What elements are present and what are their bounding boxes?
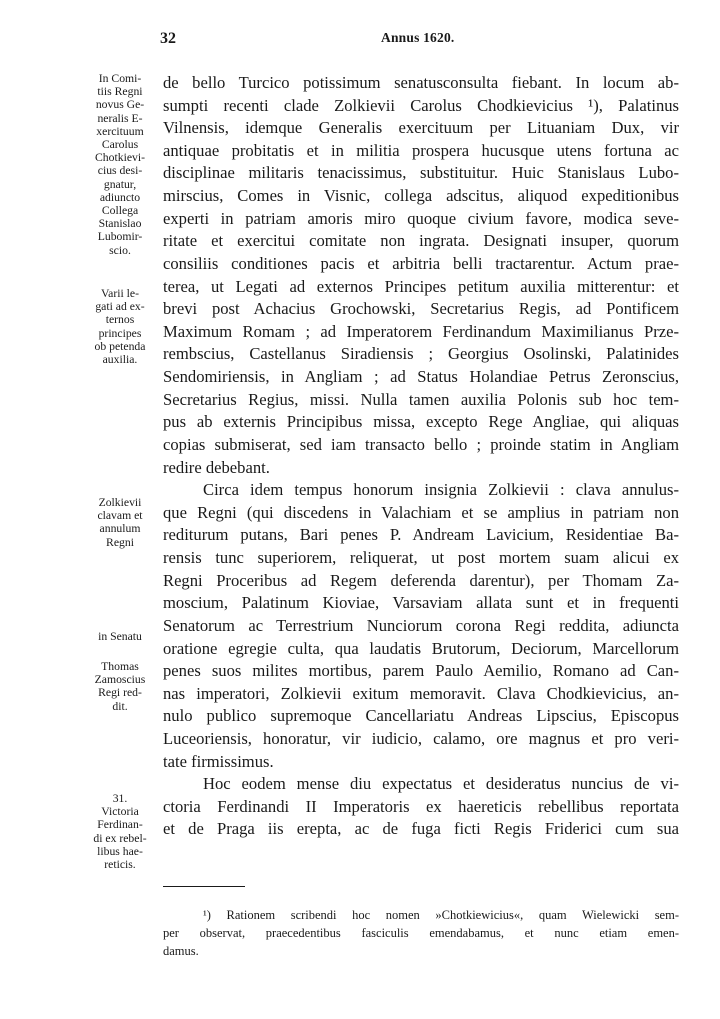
margin-note-line: Thomas <box>101 660 139 673</box>
margin-note-line: Regi red- <box>98 686 142 700</box>
body-line: de bello Turcico potissimum senatusconsulta fiebant. In locum ab- <box>163 73 679 92</box>
body-line: rensis tunc superiorem, reliquerat, ut post mortem suam alicui ex <box>163 548 679 568</box>
body-line: antiquae probitatis et in militia prospera hucusque utens fortuna ac <box>163 140 679 160</box>
body-line: disciplinae militaris tenacissimus, substituitur. Huic Stanislaus Lubo- <box>163 163 679 183</box>
body-line: ritate et exercitui comitate non ingrata. Designati insuper, quorum <box>163 231 679 251</box>
margin-note-line: Ferdinan- <box>97 818 143 832</box>
margin-note-line: Regni <box>106 535 134 549</box>
body-line: Sendomiriensis, in Angliam ; ad Status Holandiae Petrus Zeronscius, <box>163 367 679 387</box>
body-line: nulo publico supremoque Cancellariatu Andreas Lipscius, Episcopus <box>163 706 679 726</box>
body-line: penes suos milites mortibus, parem Paulo Aemilio, Romano ad Can- <box>163 661 679 681</box>
body-line: oratione egregie culta, qua laudatis Brutorum, Deciorum, Marcellorum <box>163 638 679 658</box>
margin-note-line: cius desi- <box>97 164 143 178</box>
margin-note <box>82 72 158 257</box>
margin-note-line: tiis Regni <box>97 85 143 99</box>
footnote-rule <box>163 886 245 887</box>
margin-note-line: Zolkievii <box>98 496 142 509</box>
body-line: experti in patriam amoris miro quoque civium favore, modica seve- <box>163 208 679 228</box>
footnote-line: ¹) Rationem scribendi hoc nomen »Chotkiewicius«, quam Wielewicki sem- <box>203 908 679 922</box>
margin-note-line: Varii le- <box>101 287 139 300</box>
margin-note-line: ob petenda <box>94 339 146 353</box>
body-line: et de Praga iis erepta, ac de fuga ficti Regis Friderici cum sua <box>163 819 679 839</box>
body-line: copias submiserat, sed iam transacto bello ; proinde statim in Angliam <box>163 434 679 454</box>
running-header-year: Annus 1620. <box>381 30 455 45</box>
body-line: que Regni (qui discedens in Valachiam et se amplius in patriam non <box>163 502 679 522</box>
margin-note-line: Chotkievi- <box>95 151 145 165</box>
body-line: sumpti recenti clade Zolkievii Carolus Chodkievicius ¹), Palatinus <box>163 95 679 115</box>
margin-note-line: Collega <box>101 204 139 218</box>
margin-note-line: reticis. <box>104 858 136 872</box>
margin-note-line: principes <box>98 326 142 340</box>
body-line: rembscius, Castellanus Siradiensis ; Georgius Osolinski, Palatinides <box>163 344 679 364</box>
body-line: Maximum Romam ; ad Imperatorem Ferdinandum Maximilianus Prze- <box>163 321 679 341</box>
body-line: redire debebant. <box>163 457 270 477</box>
margin-note-line: dit. <box>112 699 128 713</box>
margin-note <box>82 287 158 366</box>
margin-note-line: Carolus <box>101 138 139 152</box>
margin-note-line: Lubomir- <box>97 230 143 244</box>
margin-note <box>82 630 158 643</box>
margin-note-line: novus Ge- <box>95 98 145 112</box>
margin-note-line: xercituum <box>96 124 144 138</box>
margin-note-line: In Comi- <box>98 72 142 85</box>
body-line: Luceoriensis, honoratur, vir iudicio, calamo, ore magnus et pro veri- <box>163 728 679 748</box>
margin-note-line: Stanislao <box>98 217 142 231</box>
body-line: consiliis conditiones pacis et arbitria belli tractarentur. Actum prae- <box>163 253 679 273</box>
margin-note-line: annulum <box>99 522 141 536</box>
margin-note-line: auxilia. <box>102 353 138 367</box>
margin-note-line: ternos <box>105 313 135 327</box>
footnote-line: per observat, praecedentibus fasciculis emendabamus, et nunc etiam emen- <box>163 926 679 940</box>
margin-note-line: libus hae- <box>97 844 143 858</box>
margin-note-line: Victoria <box>101 805 139 819</box>
body-line: terea, ut Legati ad externos Principes petitum auxilia mitterentur: et <box>163 276 679 296</box>
body-line: pus ab externis Principibus missa, excepto Rege Angliae, qui aliquas <box>163 412 679 432</box>
margin-note-line: Zamoscius <box>94 673 146 687</box>
body-line: moscium, Palatinum Kioviae, Varsaviam allata sunt et in frequenti <box>163 593 679 613</box>
body-line: ctoria Ferdinandi II Imperatoris ex haereticis rebellibus reportata <box>163 796 679 816</box>
margin-note-line: adiuncto <box>99 190 141 204</box>
body-line: rediturum putans, Bari penes P. Andream Lavicium, Residentiae Ba- <box>163 525 679 545</box>
margin-note <box>82 496 158 549</box>
margin-note-line: gnatur, <box>103 177 137 191</box>
body-line: nas imperatori, Zolkievii exitum memoravit. Clava Chodkievicius, an- <box>163 683 679 703</box>
margin-note-line: clavam et <box>97 509 143 523</box>
body-line: tate firmissimus. <box>163 751 274 771</box>
body-line: Vilnensis, idemque Generalis exercituum per Lituaniam Dux, vir <box>163 118 679 138</box>
page-number: 32 <box>160 30 176 47</box>
margin-note <box>82 792 158 871</box>
body-line: Circa idem tempus honorum insignia Zolkievii : clava annulus- <box>203 480 679 500</box>
body-line: brevi post Achacius Grochowski, Secretarius Regis, ad Pontificem <box>163 299 679 319</box>
margin-note <box>82 660 158 713</box>
body-line: mirscius, Comes in Visnic, collega adscitus, aliquod expeditionibus <box>163 186 679 206</box>
margin-note-line: in Senatu <box>98 630 142 643</box>
body-line: Regni Proceribus ad Regem deferenda darentur), per Thomam Za- <box>163 570 679 590</box>
body-line: Hoc eodem mense diu expectatus et desideratus nuncius de vi- <box>203 774 679 794</box>
margin-note-line: di ex rebel- <box>93 831 147 845</box>
margin-note-line: gati ad ex- <box>95 300 145 314</box>
margin-note-line: scio. <box>109 243 131 257</box>
footnote-line: damus. <box>163 944 199 958</box>
margin-note-line: 31. <box>112 792 128 805</box>
margin-note-line: neralis E- <box>97 111 143 125</box>
body-line: Senatorum ac Terrestrium Nunciorum corona Regi reddita, adiuncta <box>163 615 679 635</box>
body-line: Secretarius Regius, missi. Nulla tamen auxilia Polonis sub hoc tem- <box>163 389 679 409</box>
